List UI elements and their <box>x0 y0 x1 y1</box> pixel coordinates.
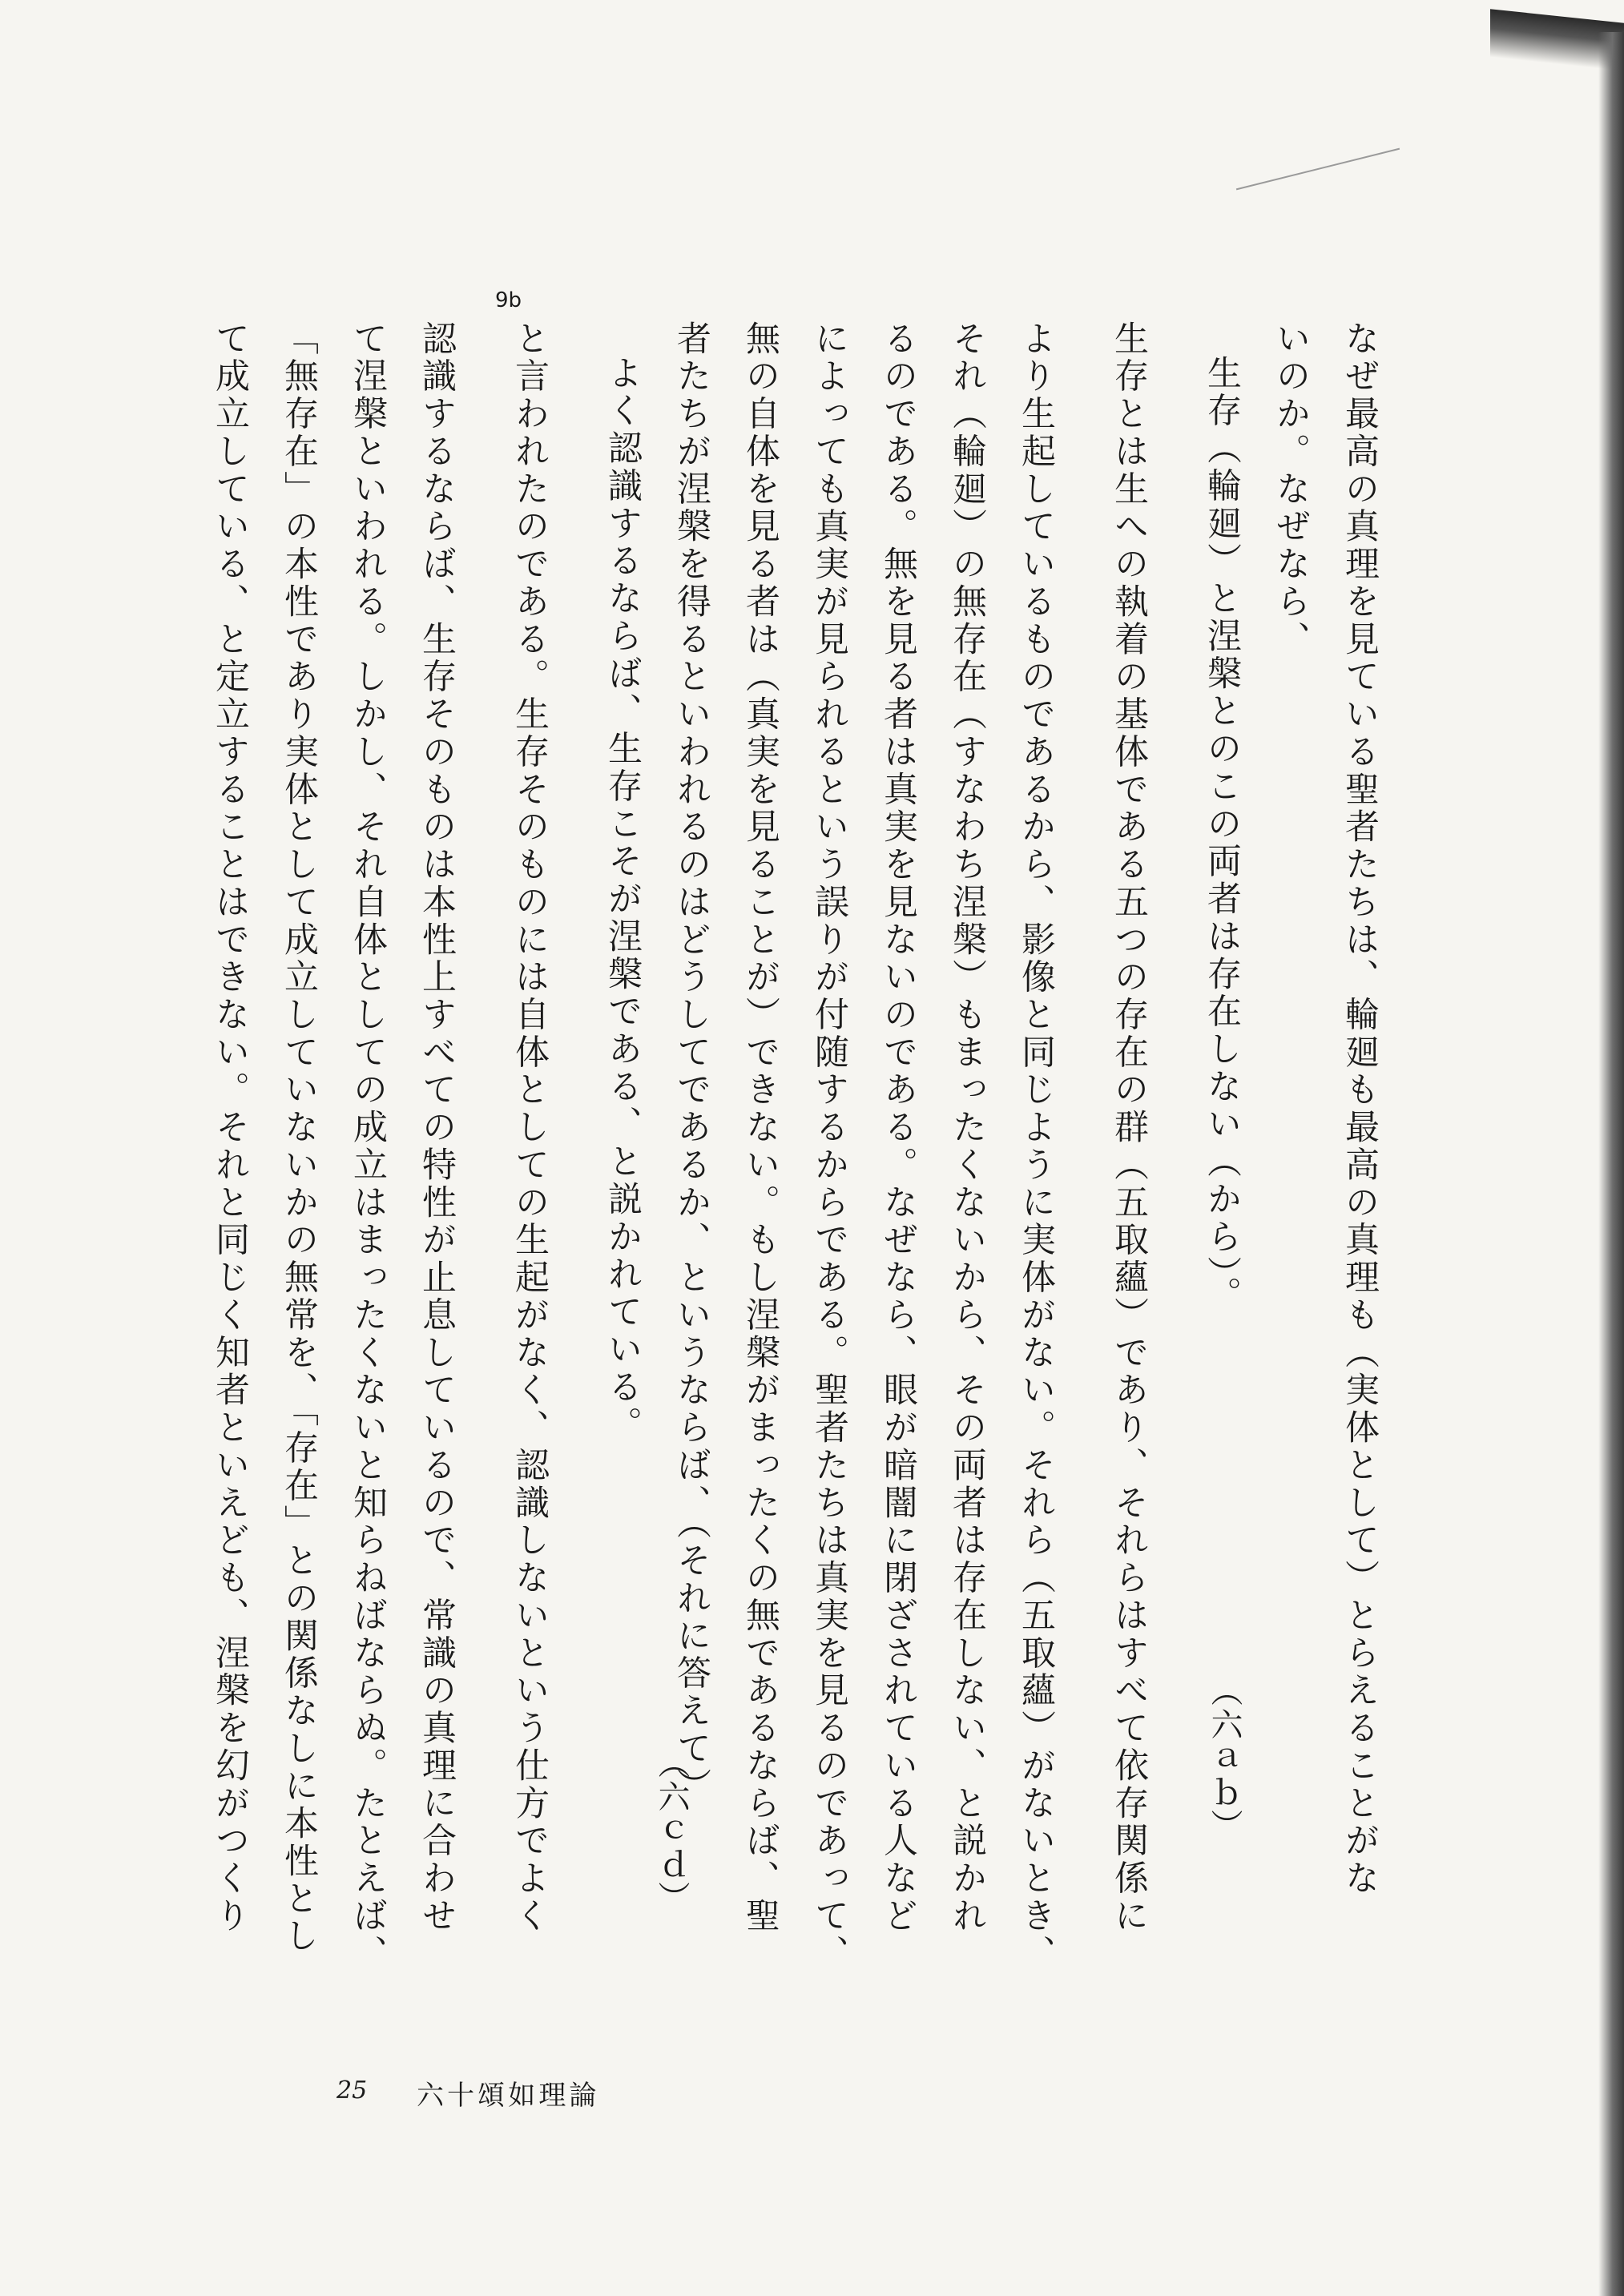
text-line: によっても真実が見られるという誤りが付随するからである。聖者たちは真実を見るのであって、 <box>809 320 849 1973</box>
margin-note: 9b <box>495 288 522 312</box>
running-title: 六十頌如理論 <box>417 2080 600 2112</box>
text-line: と言われたのである。生存そのものには自体としての生起がなく、認識しないという仕方でよく <box>510 320 550 1935</box>
text-line: て成立している、と定立することはできない。それと同じく知者といえども、涅槃を幻がつくり <box>210 320 250 1935</box>
text-line: なぜ最高の真理を見ている聖者たちは、輪廻も最高の真理も（実体として）とらえることがな <box>1340 320 1380 1898</box>
text-line: 生存とは生への執着の基体である五つの存在の群（五取蘊）であり、それらはすべて依存関係に <box>1109 320 1149 1935</box>
text-line: 者たちが涅槃を得るといわれるのはどうしてであるか、というならば、（それに答えて） <box>671 320 711 1806</box>
text-line: 無の自体を見る者は（真実を見ることが）できない。もし涅槃がまったくの無であるならば、聖 <box>740 320 780 1935</box>
text-line: いのか。なぜなら、 <box>1271 320 1311 659</box>
verse-line: 生存（輪廻）と涅槃とのこの両者は存在しない（から）。 <box>1202 355 1242 1315</box>
page-edge-shadow <box>1598 32 1624 2296</box>
page-number: 25 <box>336 2076 368 2105</box>
pencil-mark <box>1236 148 1400 191</box>
text-line: より生起しているものであるから、影像と同じように実体がない。それら（五取蘊）がないとき、 <box>1016 320 1056 1973</box>
verse-reference: （六ｃｄ） <box>653 1746 690 1915</box>
text-line: 「無存在」の本性であり実体として成立していないかの無常を、「存在」との関係なしに本性とし <box>279 320 319 1956</box>
text-line: 認識するならば、生存そのものは本性上すべての特性が止息しているので、常識の真理に合わせ <box>417 320 457 1935</box>
verse-line: よく認識するならば、生存こそが涅槃である、と説かれている。 <box>602 355 643 1444</box>
text-line: て涅槃といわれる。しかし、それ自体としての成立はまったくないと知らねばならぬ。たとえば、 <box>348 320 388 1973</box>
text-line: るのである。無を見る者は真実を見ないのである。なぜなら、眼が暗闇に閉ざされている人など <box>878 320 918 1935</box>
verse-reference: （六ａｂ） <box>1206 1674 1243 1843</box>
text-line: それ（輪廻）の無存在（すなわち涅槃）もまったくないから、その両者は存在しない、と説かれ <box>947 320 987 1935</box>
